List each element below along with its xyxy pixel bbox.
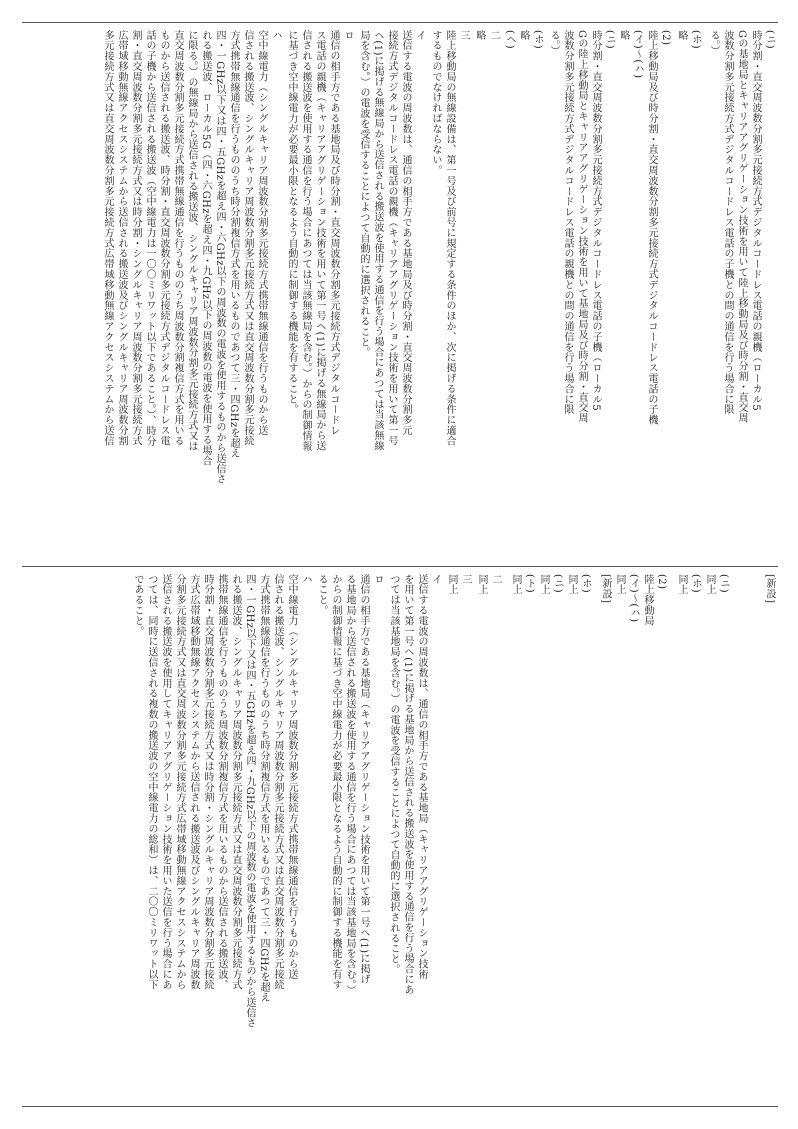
text-line: (2) <box>660 30 671 46</box>
text-line: (ヘ) <box>504 30 515 50</box>
text-line: イ <box>414 30 425 41</box>
text-line: [新設] <box>600 574 611 604</box>
text-line: 携帯無線通信を行うもののうち周波数分割複信方式を用いるものから送信される搬送波、 <box>216 574 227 990</box>
text-line: る。） <box>548 30 559 57</box>
lower-col-0 <box>760 574 776 1094</box>
text-line: (ニ) <box>604 30 615 50</box>
text-line: れる搬送波、ローカル5G（四・六GHzを超え四・九GHz以下の周波数の電波を使用する場合 <box>200 30 211 466</box>
text-line: 多元接続方式又は直交周波数分割多元接続方式広帯域移動無線アクセスシステムから送信 <box>102 30 113 446</box>
text-line: (ニ) <box>552 574 563 594</box>
lower-col-6 <box>386 574 442 1094</box>
text-line: 同上 <box>476 574 487 595</box>
text-line: イ <box>430 574 441 585</box>
text-line: 同上 <box>538 574 549 595</box>
text-line: (イ)～(ハ) <box>628 574 639 623</box>
text-line: 二 <box>488 30 499 41</box>
text-line: 同上 <box>614 574 625 595</box>
text-line: 同上 <box>446 574 457 595</box>
text-line: (ホ) <box>580 574 591 594</box>
text-line: 広帯域移動無線アクセスシステムから送信される搬送波及びシングルキャリア周波数分割 <box>116 30 127 446</box>
text-line: 同上 <box>676 574 687 595</box>
text-line: 時分割・直交周波数分割多元接続方式又は時分割・シングルキャリア周波数分割多元接続 <box>202 574 213 990</box>
text-line: 信される搬送波、シングルキャリア周波数分割多元接続方式又は直交周波数分割多元接続 <box>272 574 283 990</box>
text-line: ス電話の親機（キャリアアグリゲーション技術を用いて第一号ヘ(1)に掲げる無線局から送 <box>314 30 325 451</box>
text-line: つては当該基地局を含む。）の電波を受信することによつて自動的に選択されること。 <box>388 574 399 975</box>
text-line: 同上 <box>704 574 715 595</box>
text-line: 時分割・直交周波数分割多元接続方式デジタルコードレス電話の親機（ローカル5 <box>750 30 761 412</box>
upper-col-8 <box>44 30 282 555</box>
lower-col-4 <box>474 574 502 1094</box>
lower-col-3 <box>504 574 592 1094</box>
lower-col-8 <box>44 574 312 1094</box>
text-line: (ホ) <box>690 30 701 50</box>
text-line: 通信の相手方である基地局及び時分割・直交周波数分割多元接続方式デジタルコードレ <box>328 30 339 436</box>
text-line: ものから送信される搬送波、時分割・直交周波数分割多元接続方式デジタルコードレス電 <box>158 30 169 446</box>
text-line: 時分割・直交周波数分割多元接続方式デジタルコードレス電話の子機（ローカル5 <box>590 30 601 412</box>
text-line: 送信する電波の周波数は、通信の相手方である基地局（キャリアアグリゲーション技術 <box>416 574 427 980</box>
text-line: 陸上移動局 <box>642 574 653 626</box>
text-line: であること。 <box>132 574 143 637</box>
text-line: (2) <box>656 574 667 590</box>
upper-col-4 <box>472 30 500 555</box>
text-line: [新設] <box>764 574 775 604</box>
text-line: 同上 <box>510 574 521 595</box>
text-line: ハ <box>270 30 281 41</box>
text-line: ること。 <box>316 574 327 616</box>
text-line: 陸上移動局の無線設備は、第一号及び前号に規定する条件のほか、次に掲げる条件に適合 <box>444 30 455 446</box>
text-line: Gの陸上移動局とキャリアアグリゲーション技術を用いて基地局及び時分割・直交周 <box>576 30 587 424</box>
lower-col-1 <box>670 574 730 1094</box>
text-line: 話の子機から送信される搬送波（空中線電力は一〇〇ミリワット以下であること。）、時分 <box>144 30 155 447</box>
text-line: 信される搬送波、シングルキャリア周波数分割多元接続方式又は直交周波数分割多元接続 <box>242 30 253 446</box>
text-line: 割・直交周波数分割多元接続方式又は時分割・シングルキャリア周波数分割多元接続方式 <box>130 30 141 446</box>
upper-col-5 <box>428 30 470 555</box>
text-line: (ニ) <box>764 30 775 50</box>
text-line: 略 <box>618 30 629 41</box>
text-line: る。） <box>708 30 719 57</box>
text-line: 局を含む。）の電波を受信することによつて自動的に選択されること。 <box>358 30 369 358</box>
text-line: 四・一GHz以下又は四・五GHzを超え四・九GHz以下の周波数の電波を使用するものから送信さ <box>244 574 255 1029</box>
text-line: 空中線電力（シングルキャリア周波数分割多元接続方式携帯無線通信を行うものから送 <box>286 574 297 980</box>
lower-col-5 <box>444 574 472 1094</box>
text-line: 分割多元接続方式又は直交周波数分割多元接続方式広帯域移動無線アクセスシステムから <box>174 574 185 990</box>
text-line: するものでなければならない。 <box>430 30 441 176</box>
text-line: 三 <box>460 574 471 585</box>
text-line: 接続方式デジタルコードレス電話の親機（キャリアアグリゲーション技術を用いて第一号 <box>386 30 397 446</box>
text-line: に基づき空中線電力が必要最小限となるよう自動的に制御する機能を有すること。 <box>286 30 297 415</box>
bottom-rule <box>22 1106 778 1107</box>
text-line: 二 <box>490 574 501 585</box>
text-line: 波数分割多元接続方式デジタルコードレス電話の子機との間の通信を行う場合に限 <box>722 30 733 415</box>
text-line: 方式広帯域移動無線アクセスシステムから送信される搬送波及びシングルキャリア周波数 <box>188 574 199 990</box>
text-line: Gの基地局とキャリアアグリゲーション技術を用いて陸上移動局及び時分割・直交周 <box>736 30 747 424</box>
text-line: 四・一GHz以下又は四・五GHzを超え四・六GHz以下の周波数の電波を使用するものから送信さ <box>214 30 225 485</box>
text-line: 送信する電波の周波数は、通信の相手方である基地局及び時分割・直交周波数分割多元 <box>400 30 411 436</box>
text-line: 送信される搬送波を使用してキャリアアグリゲーション技術を用いた送信を行う場合にあ <box>160 574 171 990</box>
text-line: 通信の相手方である基地局（キャリアアグリゲーション技術を用いて第一号ヘ(1)に掲げ <box>358 574 369 985</box>
text-line: 陸上移動局及び時分割・直交周波数分割多元接続方式デジタルコードレス電話の子機 <box>646 30 657 426</box>
text-line: 略 <box>518 30 529 41</box>
text-line: を用いて第一号ヘ(1)に掲げる基地局から送信される搬送波を使用する通信を行う場合にあ <box>402 574 413 995</box>
text-line: ハ <box>300 574 311 585</box>
upper-col-3 <box>502 30 544 555</box>
text-line: (ホ) <box>690 574 701 594</box>
text-line: ロ <box>372 574 383 585</box>
text-line: (イ)～(ハ) <box>632 30 643 79</box>
text-line: に限る。）の無線局から送信される搬送波、シングルキャリア周波数分割多元接続方式又は <box>186 30 197 452</box>
text-line: ロ <box>342 30 353 41</box>
text-line: 三 <box>458 30 469 41</box>
top-rule <box>22 22 778 23</box>
text-line: 方式携帯無線通信を行うもののうち時分割複信方式を用いるものであつて三・四GHzを超え <box>228 30 239 459</box>
upper-col-0 <box>706 30 776 555</box>
text-line: 信される搬送波を使用する通信を行う場合にあつては当該無線局を含む。）からの制御情報 <box>300 30 311 452</box>
text-line: れる搬送波、シングルキャリア周波数分割多元接続方式又は直交周波数分割多元接続方式 <box>230 574 241 990</box>
text-line: 略 <box>474 30 485 41</box>
text-line: (ニ) <box>718 574 729 594</box>
text-line: からの制御情報に基づき空中線電力が必要最小限となるよう自動的に制御する機能を有す <box>330 574 341 990</box>
text-line: 略 <box>676 30 687 41</box>
text-line: 空中線電力（シングルキャリア周波数分割多元接続方式携帯無線通信を行うものから送 <box>256 30 267 436</box>
text-line: 波数分割多元接続方式デジタルコードレス電話の親機との間の通信を行う場合に限 <box>562 30 573 415</box>
upper-col-7 <box>284 30 354 555</box>
text-line: (ホ) <box>532 30 543 50</box>
text-line: ヘ(1)に掲げる無線局から送信される搬送波を使用する通信を行う場合にあつては当該無線 <box>372 30 383 451</box>
text-line: つては、同時に送信される複数の搬送波の空中線電力の総和）は、二〇〇ミリワット以下 <box>146 574 157 990</box>
upper-col-1 <box>674 30 702 555</box>
lower-col-7 <box>314 574 384 1094</box>
middle-rule <box>22 566 778 567</box>
upper-col-6 <box>356 30 426 555</box>
text-line: 直交周波数分割多元接続方式携帯無線通信を行うもののうち周波数分割複信方式を用いる <box>172 30 183 446</box>
text-line: る基地局から送信される搬送波を使用する通信を行う場合にあつては当該基地局を含む。） <box>344 574 355 996</box>
text-line: (ト) <box>524 574 535 594</box>
text-line: 同上 <box>566 574 577 595</box>
upper-col-2 <box>546 30 672 555</box>
text-line: 方式携帯無線通信を行うもののうち時分割複信方式を用いるものであつて三・四GHzを超え <box>258 574 269 1003</box>
lower-col-2 <box>594 574 668 1094</box>
